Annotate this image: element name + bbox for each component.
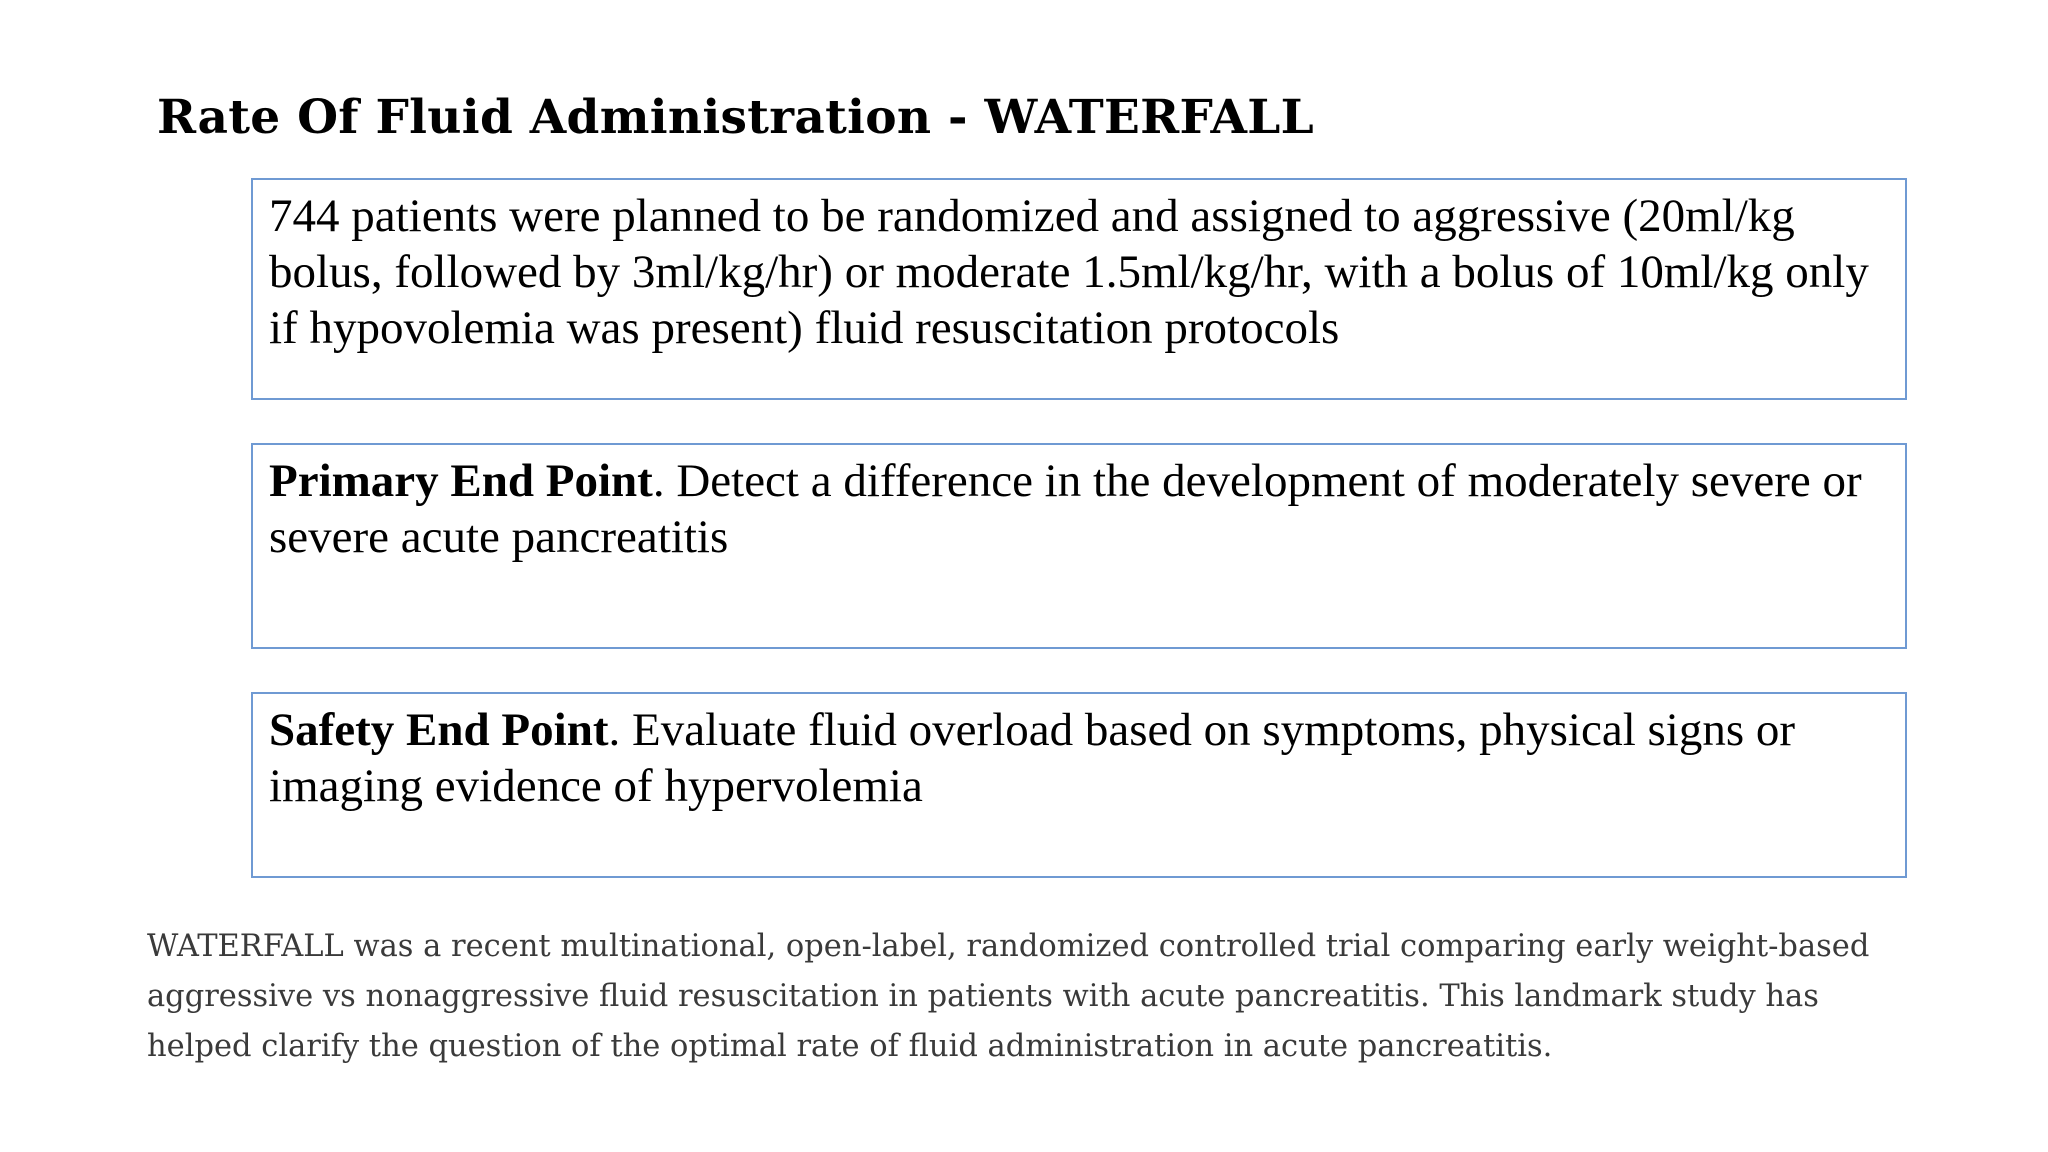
study-design-text: 744 patients were planned to be randomized and assigned to aggressive (20ml/kg bolus, followed by 3ml/kg/hr) or moderate 1.5ml/kg/hr, with a bolus of 10ml/kg only if hypovolemia was present) fluid resuscitation protocols — [269, 190, 1869, 354]
study-design-box — [251, 178, 1907, 400]
primary-end-point-box — [251, 443, 1907, 649]
safety-end-point-paragraph — [269, 702, 1891, 814]
trial-summary-note: WATERFALL was a recent multinational, open-label, randomized controlled trial comparing early weight-based aggressive vs nonaggressive fluid resuscitation in patients with acute pancreatitis. This landmark study has helped clarify the question of the optimal rate of fluid administration in acute pancreatitis. — [147, 929, 1870, 1064]
safety-end-point-text: . Evaluate fluid overload based on symptoms, physical signs or imaging evidence of hypervolemia — [269, 704, 1796, 812]
safety-end-point-heading: Safety End Point — [269, 704, 609, 756]
safety-end-point-box — [251, 692, 1907, 878]
primary-end-point-heading: Primary End Point — [269, 455, 653, 507]
slide-title: Rate Of Fluid Administration - WATERFALL — [157, 90, 1314, 145]
primary-end-point-text: . Detect a difference in the development of moderately severe or severe acute pancreatitis — [269, 455, 1862, 563]
primary-end-point-paragraph — [269, 453, 1891, 565]
